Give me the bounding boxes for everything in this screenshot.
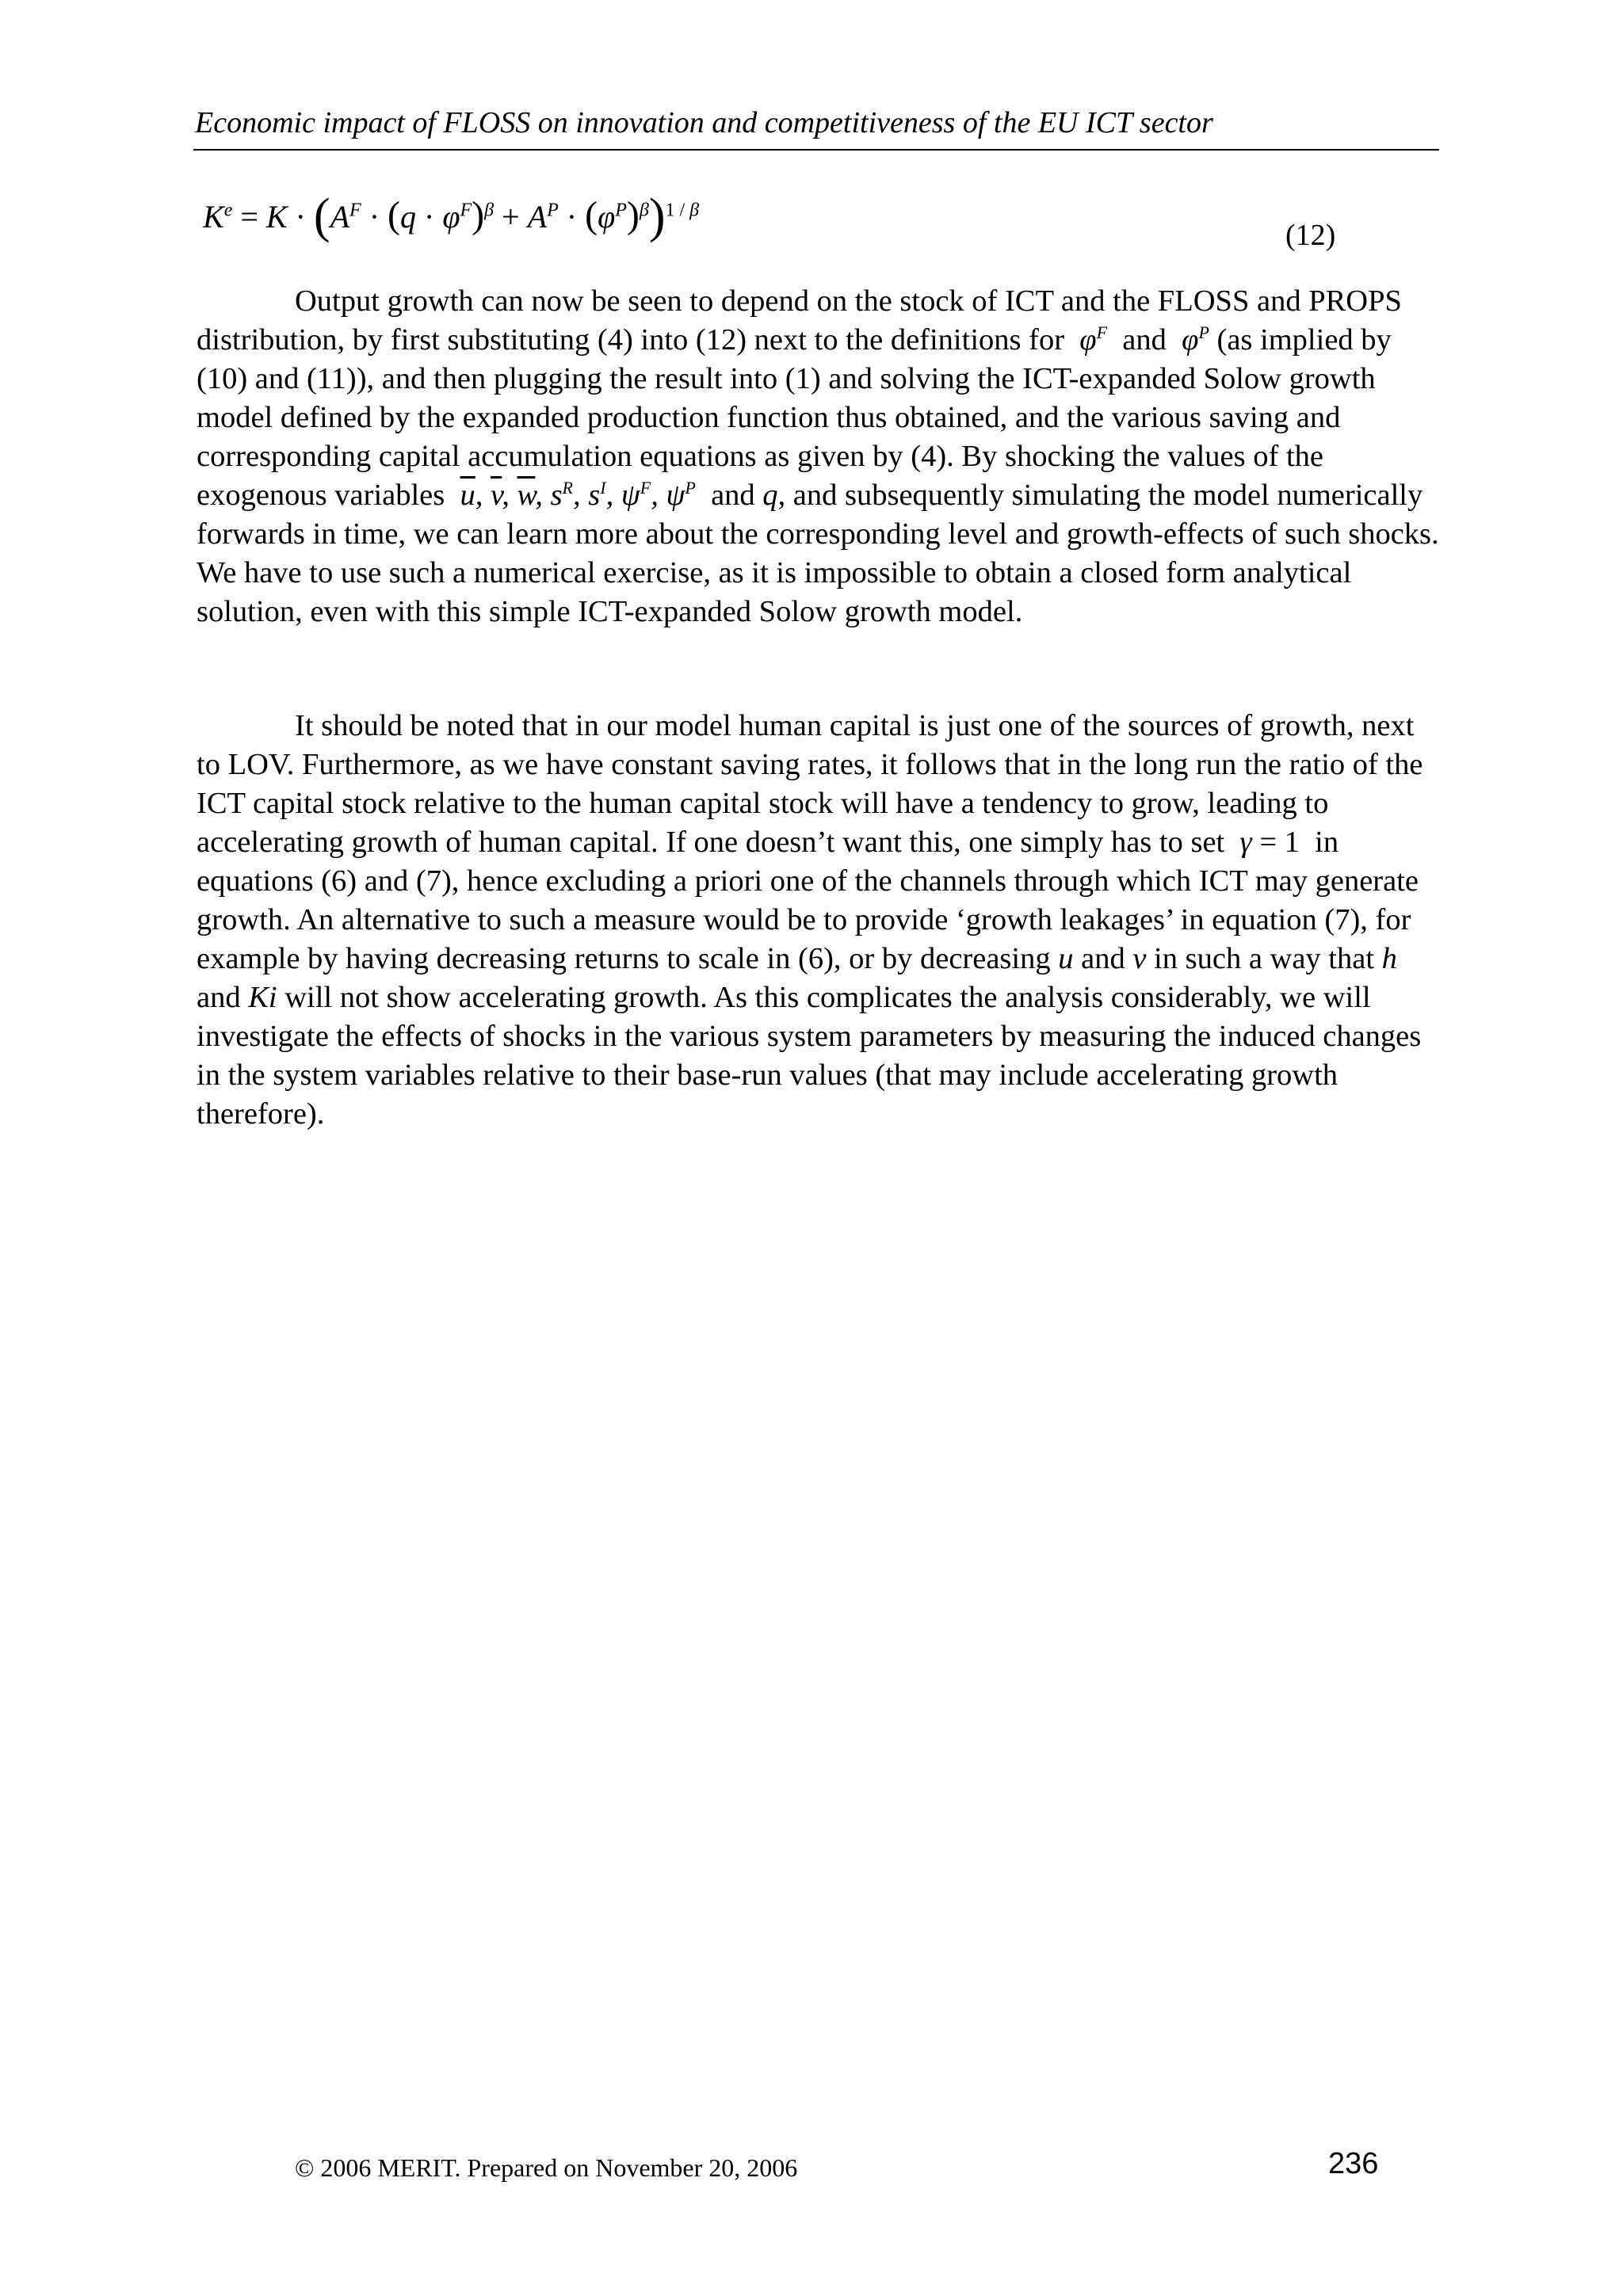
variable-h: h	[1381, 942, 1397, 975]
header-rule	[193, 149, 1439, 151]
exogenous-variables-symbols: $\overline{u}$, $\overline{v}$, $\overline{w}$, $s^R$, $s^I$, $\psi^F$, $\psi^P$	[460, 478, 696, 512]
paragraph-2	[197, 707, 1439, 1134]
paragraph-2-text-3: in such a way that	[1154, 942, 1375, 975]
paragraph-2-text-4: will not show accelerating growth. As this complicates the analysis considerably, we will investigate the effects of shocks in the various system parameters by measuring the induced changes in the system variables relative to their base-run values (that may include accelerating growth therefore).	[197, 981, 1422, 1131]
paragraph-1-text-2: (as implied by (10) and (11)), and then plugging the result into (1) and solving the ICT-expanded Solow growth model defined by the expanded production function thus obtained, and the various saving and corresponding capital accumulation equations as given by (4). By shocking the values of the exogenous variables	[197, 323, 1392, 512]
variable-u: u	[1058, 942, 1074, 975]
paragraph-1-text: Output growth can now be seen to depend on the stock of ICT and the FLOSS and PROPS distribution, by first substituting (4) into (12) next to the definitions for	[197, 284, 1402, 357]
variable-ki: Ki	[248, 981, 277, 1014]
paragraph-1-and: and	[1122, 323, 1167, 357]
footer-copyright: © 2006 MERIT. Prepared on November 20, 2006	[295, 2153, 798, 2182]
paragraph-1-text-3: , and subsequently simulating the model numerically forwards in time, we can learn more about the corresponding level and growth-effects of such shocks. We have to use such a numerical exercise, as it is impossible to obtain a closed form analytical solution, even with this simple ICT-expanded Solow growth model.	[197, 479, 1439, 628]
equation-number: (12)	[1285, 219, 1336, 252]
running-header: Economic impact of FLOSS on innovation and competitiveness of the EU ICT sector	[195, 106, 1213, 139]
paragraph-2-and-1: and	[1081, 942, 1125, 975]
paragraph-2-text-2: in equations (6) and (7), hence excluding a priori one of the channels through which ICT may generate growth. An alternative to such a measure would be to provide ‘growth leakages’ in equation (7), for example by having decreasing returns to scale in (6), or by decreasing	[197, 826, 1419, 975]
paragraph-1	[197, 282, 1439, 631]
variable-q: q	[762, 479, 778, 512]
page-number: 236	[1328, 2147, 1379, 2180]
paragraph-1-and-2: and	[711, 479, 755, 512]
paragraph-2-text: It should be noted that in our model human capital is just one of the sources of growth, next to LOV. Furthermore, as we have constant saving rates, it follows that in the long run the ratio of the ICT capital stock relative to the human capital stock will have a tendency to grow, leading to accelerating growth of human capital. If one doesn’t want this, one simply has to set	[197, 709, 1423, 859]
gamma-equals-one: γ = 1	[1239, 826, 1300, 859]
variable-v: v	[1132, 942, 1147, 975]
paragraph-2-and-2: and	[197, 981, 241, 1014]
phi-p-symbol: $\varphi^P$	[1182, 322, 1209, 357]
phi-f-symbol: $\varphi^F$	[1079, 322, 1108, 357]
equation-12: $K^e = K \cdot (A^F \cdot (q \cdot \varphi^F)^\beta + A^P \cdot (\varphi^P)^\beta)^{1 / \beta}$	[203, 189, 700, 243]
